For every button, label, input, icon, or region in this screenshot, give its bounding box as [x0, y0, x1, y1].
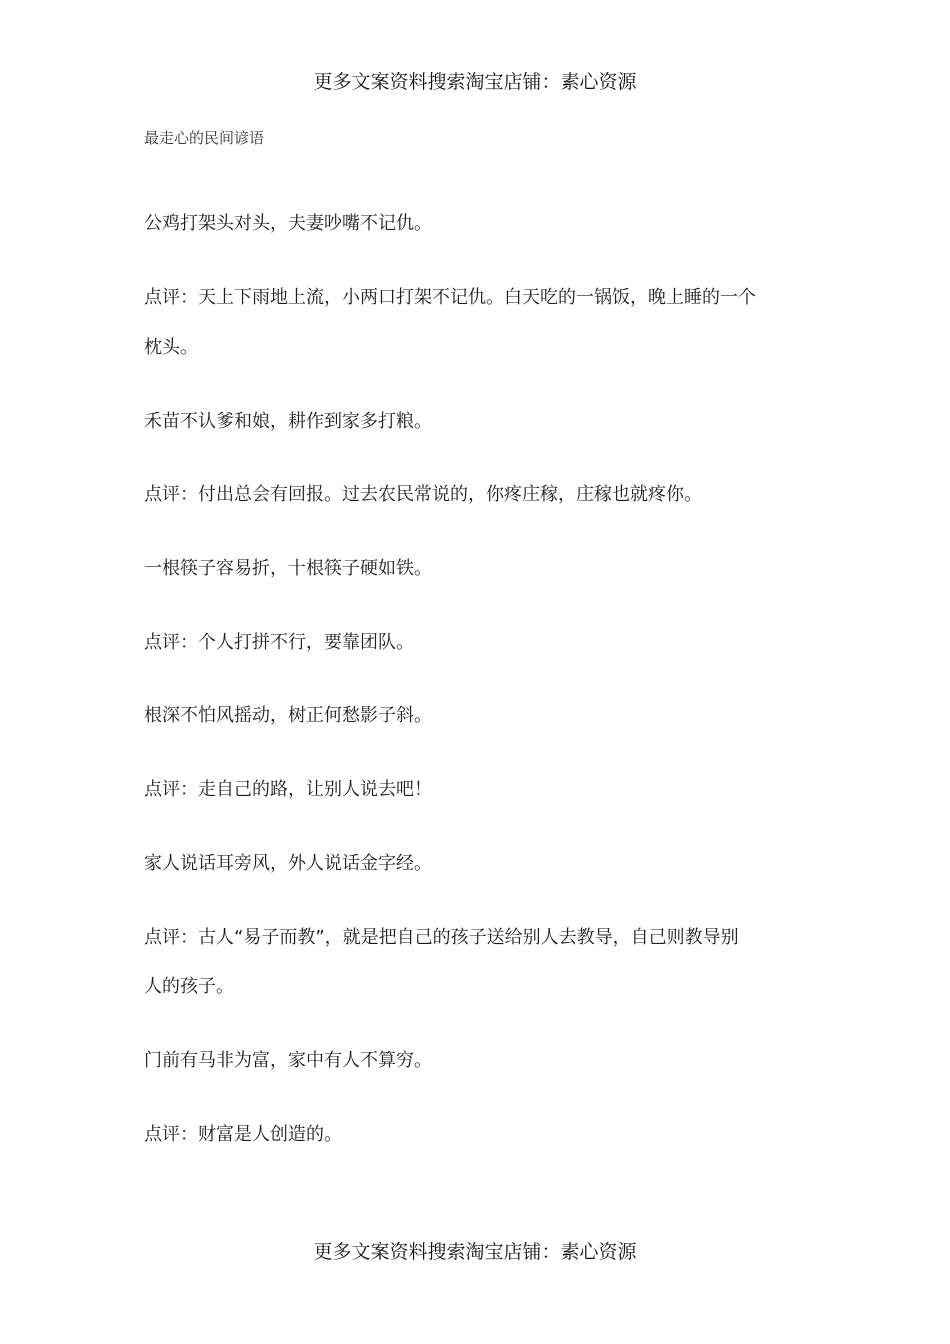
comment-line: 点评：古人“易子而教”，就是把自己的孩子送给别人去教导，自己则教导别	[144, 927, 739, 948]
comment-line: 点评：天上下雨地上流，小两口打架不记仇。白天吃的一锅饭，晚上睡的一个	[144, 287, 756, 308]
page-header: 更多文案资料搜索淘宝店铺：素心资源	[313, 71, 637, 93]
proverb-line: 家人说话耳旁风，外人说话金字经。	[144, 853, 432, 874]
proverb-line: 根深不怕风摇动，树正何愁影子斜。	[144, 705, 432, 726]
proverb-line: 一根筷子容易折，十根筷子硬如铁。	[144, 558, 432, 579]
comment-line-continued: 枕头。	[144, 337, 198, 358]
proverb-line: 门前有马非为富，家中有人不算穷。	[144, 1050, 432, 1071]
comment-line: 点评：付出总会有回报。过去农民常说的，你疼庄稼，庄稼也就疼你。	[144, 484, 702, 505]
page-footer: 更多文案资料搜索淘宝店铺：素心资源	[313, 1241, 637, 1263]
comment-line: 点评：走自己的路，让别人说去吧！	[144, 779, 432, 800]
proverb-line: 禾苗不认爹和娘，耕作到家多打粮。	[144, 411, 432, 432]
comment-line-continued: 人的孩子。	[144, 976, 234, 997]
document-title: 最走心的民间谚语	[144, 129, 265, 147]
comment-line: 点评：个人打拼不行，要靠团队。	[144, 632, 414, 653]
comment-line: 点评：财富是人创造的。	[144, 1124, 342, 1145]
proverb-line: 公鸡打架头对头，夫妻吵嘴不记仇。	[144, 213, 432, 234]
